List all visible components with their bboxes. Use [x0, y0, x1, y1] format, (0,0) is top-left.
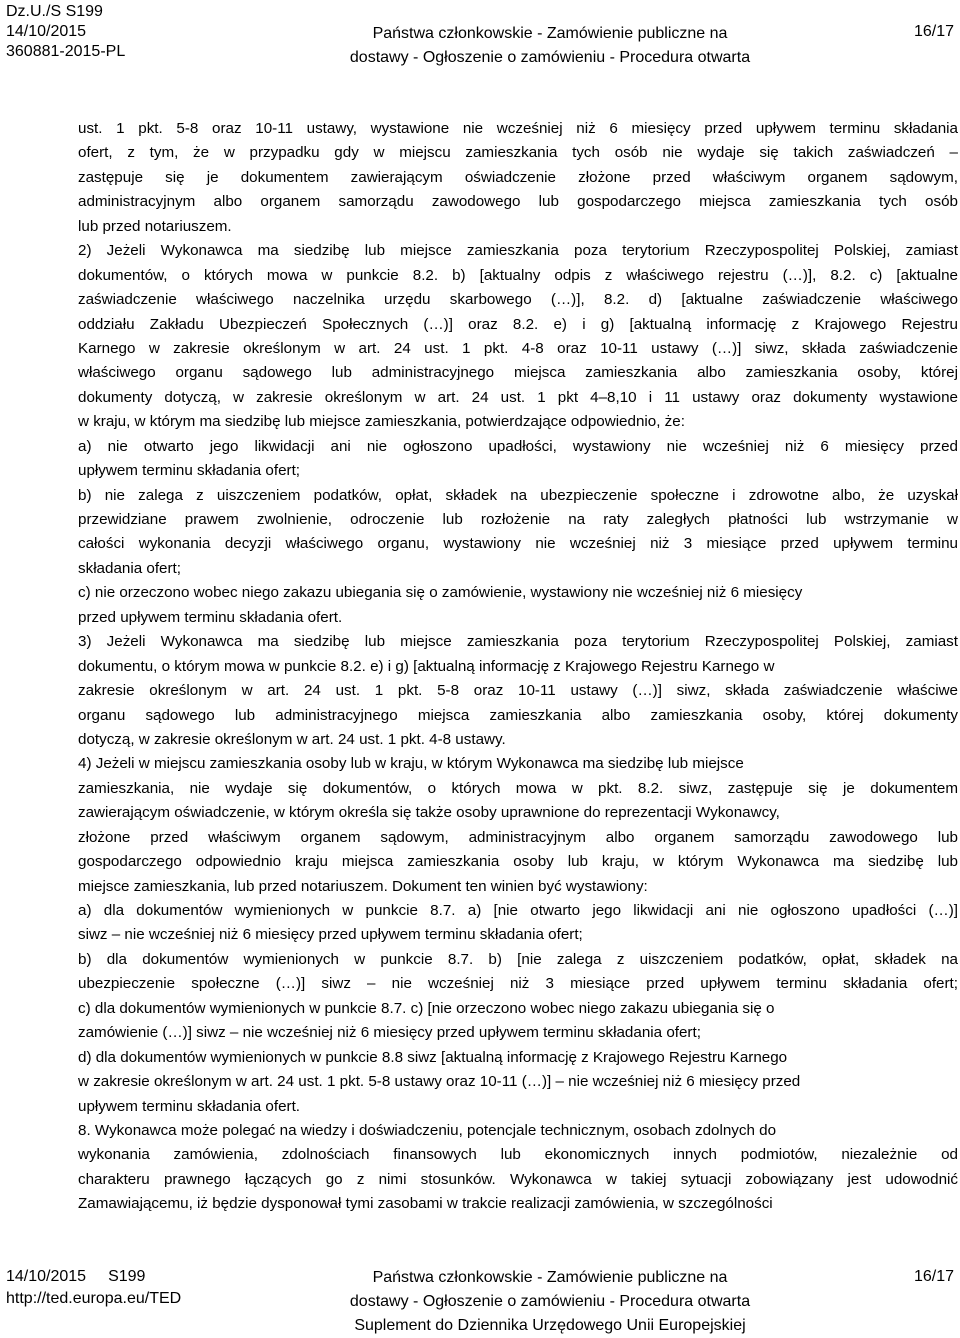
text-line: siwz – nie wcześniej niż 6 miesięcy przed upływem terminu składania ofert; — [78, 926, 583, 944]
footer-title-line-3: Suplement do Dziennika Urzędowego Unii Europejskiej — [354, 1317, 746, 1334]
footer-date-issue — [6, 1266, 181, 1288]
text-line: 2) Jeżeli Wykonawca ma siedzibę lub miejsce zamieszkania poza terytorium Rzeczypospolitej Polskiej, zamiast — [78, 242, 958, 260]
header-title-block — [300, 22, 800, 70]
text-line: 4) Jeżeli w miejscu zamieszkania osoby lub w kraju, w którym Wykonawca ma siedzibę lub miejsce — [78, 755, 744, 773]
text-line: zaświadczenie właściwego naczelnika urzędu skarbowego (…)], 8.2. d) [aktualne zaświadczenie właściwego — [78, 291, 958, 309]
text-line: c) dla dokumentów wymienionych w punkcie 8.7. c) [nie orzeczono wobec niego zakazu ubiegania się o — [78, 999, 775, 1017]
footer-url-link[interactable]: http://ted.europa.eu/TED — [6, 1290, 182, 1307]
text-line: b) nie zalega z uiszczeniem podatków, opłat, składek na ubezpieczenie społeczne i zdrowotne albo, że uzyskał — [78, 486, 958, 504]
text-line: Karnego w zakresie określonym w art. 24 ust. 1 pkt. 4-8 oraz 10-11 ustawy (…)] siwz, składa zaświadczenie — [78, 339, 958, 357]
text-line: zawierającym oświadczenie, w którym określa się także osoby uprawnione do reprezentacji Wykonawcy, — [78, 804, 780, 822]
footer-title-line-2: dostawy - Ogłoszenie o zamówieniu - Procedura otwarta — [349, 1293, 751, 1310]
text-line: ust. 1 pkt. 5-8 oraz 10-11 ustawy, wystawione nie wcześniej niż 6 miesięcy przed upływem terminu składania — [78, 120, 958, 137]
text-line: a) nie otwarto jego likwidacji ani nie ogłoszono upadłości, wystawiony nie wcześniej niż 6 miesięcy przed — [78, 437, 958, 455]
text-line: organu sądowego lub administracyjnego miejsca zamieszkania albo zamieszkania osoby, której dokumenty — [78, 706, 958, 724]
text-line: upływem terminu składania ofert. — [78, 1097, 301, 1115]
text-line: przewidziane prawem zwolnienie, odroczenie lub rozłożenie na raty zaległych płatności lub wstrzymanie w — [78, 511, 958, 528]
text-line: Zamawiającemu, iż będzie dysponował tymi zasobami w trakcie realizacji zamówienia, w szczególności — [78, 1195, 773, 1213]
text-line: 3) Jeżeli Wykonawca ma siedzibę lub miejsce zamieszkania poza terytorium Rzeczypospolitej Polskiej, zamiast — [78, 633, 958, 651]
text-line: gospodarczego odpowiednio kraju miejsca zamieszkania osoby lub kraju, w którym Wykonawca ma siedzibę lub — [78, 853, 958, 871]
text-line: zamieszkania, nie wydaje się dokumentów, o których mowa w pkt. 8.2. siwz, zastępuje się je dokumentem — [78, 779, 958, 797]
text-line: całości wykonania decyzji właściwego organu, wystawiony nie wcześniej niż 3 miesiące przed upływem terminu — [78, 535, 958, 553]
text-line: składania ofert; — [78, 559, 181, 577]
text-line: właściwego organu sądowego lub administracyjnego miejsca zamieszkania albo zamieszkania osoby, której — [78, 364, 958, 382]
journal-reference: Dz.U./S S199 — [6, 3, 103, 20]
footer-date: 14/10/2015 — [6, 1268, 87, 1285]
header-date: 14/10/2015 — [6, 23, 87, 40]
text-line: wykonania zamówienia, zdolnościach finansowych lub ekonomicznych innych podmiotów, niezależnie od — [78, 1146, 958, 1164]
text-line: dotyczą, w zakresie określonym w art. 24 ust. 1 pkt. 4-8 ustawy. — [78, 730, 506, 748]
footer-page-number: 16/17 — [913, 1268, 954, 1285]
header-page-number: 16/17 — [913, 23, 954, 40]
text-line: dokumentu, o którym mowa w punkcie 8.2. e) i g) [aktualną informację z Krajowego Rejestru Karnego w — [78, 657, 775, 675]
footer-issue: S199 — [108, 1268, 146, 1285]
header-title-line-2: dostawy - Ogłoszenie o zamówieniu - Procedura otwarta — [349, 49, 751, 66]
page-footer — [0, 1262, 960, 1334]
text-line: ubezpieczenie społeczne (…)] siwz – nie wcześniej niż 3 miesiące przed upływem terminu składania ofert; — [78, 975, 958, 993]
text-line: przed upływem terminu składania ofert. — [78, 608, 343, 626]
text-line: w kraju, w którym ma siedzibę lub miejsce zamieszkania, potwierdzające odpowiednio, że: — [78, 413, 685, 431]
text-line: oddziału Zakładu Ubezpieczeń Społecznych (…)] oraz 8.2. e) i g) [aktualną informację z Krajowego Rejestru — [78, 315, 958, 333]
footer-title-block — [300, 1266, 800, 1338]
text-line: a) dla dokumentów wymienionych w punkcie 8.7. a) [nie otwarto jego likwidacji ani nie ogłoszono upadłości (…)] — [78, 902, 958, 919]
text-line: miejsce zamieszkania, lub przed notariuszem. Dokument ten winien być wystawiony: — [78, 877, 648, 895]
text-line: zastępuje się je dokumentem zawierającym oświadczenie złożone przed właściwym organem sądowym, — [78, 168, 958, 186]
text-line: administracyjnym albo organem samorządu zawodowego lub gospodarczego miejsca zamieszkania tych osób — [78, 193, 958, 211]
text-line: lub przed notariuszem. — [78, 217, 232, 235]
text-line: zamówienie (…)] siwz – nie wcześniej niż 6 miesięcy przed upływem terminu składania ofert; — [78, 1024, 701, 1042]
text-line: d) dla dokumentów wymienionych w punkcie 8.8 siwz [aktualną informację z Krajowego Rejestru Karnego — [78, 1048, 788, 1066]
document-id: 360881-2015-PL — [6, 43, 126, 60]
text-line: upływem terminu składania ofert; — [78, 462, 301, 480]
page-header — [0, 0, 960, 78]
header-title-line-1: Państwa członkowskie - Zamówienie publiczne na — [372, 25, 728, 42]
text-line: ofert, z tym, że w przypadku gdy w miejscu zamieszkania tych osób nie wydaje się takich zaświadczeń – — [78, 144, 958, 162]
text-line: dokumenty dotyczą, w zakresie określonym w art. 24 ust. 1 pkt 4–8,10 i 11 ustawy oraz dokumenty wystawione — [78, 388, 958, 406]
text-line: c) nie orzeczono wobec niego zakazu ubiegania się o zamówienie, wystawiony nie wcześniej niż 6 miesięcy — [78, 584, 803, 602]
document-body — [78, 117, 958, 1217]
footer-title-line-1: Państwa członkowskie - Zamówienie publiczne na — [372, 1269, 728, 1286]
text-line: złożone przed właściwym organem sądowym, administracyjnym albo organem samorządu zawodowego lub — [78, 828, 958, 846]
text-line: 8. Wykonawca może polegać na wiedzy i doświadczeniu, potencjale technicznym, osobach zdolnych do — [78, 1121, 777, 1139]
footer-left-block — [6, 1266, 181, 1310]
text-line: w zakresie określonym w art. 24 ust. 1 pkt. 5-8 ustawy oraz 10-11 (…)] – nie wcześniej niż 6 miesięcy przed — [78, 1073, 801, 1091]
text-line: b) dla dokumentów wymienionych w punkcie 8.7. b) [nie zalega z uiszczeniem podatków, opłat, składek na — [78, 950, 958, 968]
text-line: charakteru prawnego łączących go z nimi stosunków. Wykonawca w takiej sytuacji zobowiązany jest udowodnić — [78, 1170, 958, 1188]
text-line: zakresie określonym w art. 24 ust. 1 pkt. 5-8 oraz 10-11 ustawy (…)] siwz, składa zaświadczenie właściwe — [78, 682, 958, 700]
text-line: dokumentów, o których mowa w punkcie 8.2. b) [aktualny odpis z właściwego rejestru (…)], 8.2. c) [aktualne — [78, 266, 958, 284]
header-left-block — [6, 2, 125, 62]
